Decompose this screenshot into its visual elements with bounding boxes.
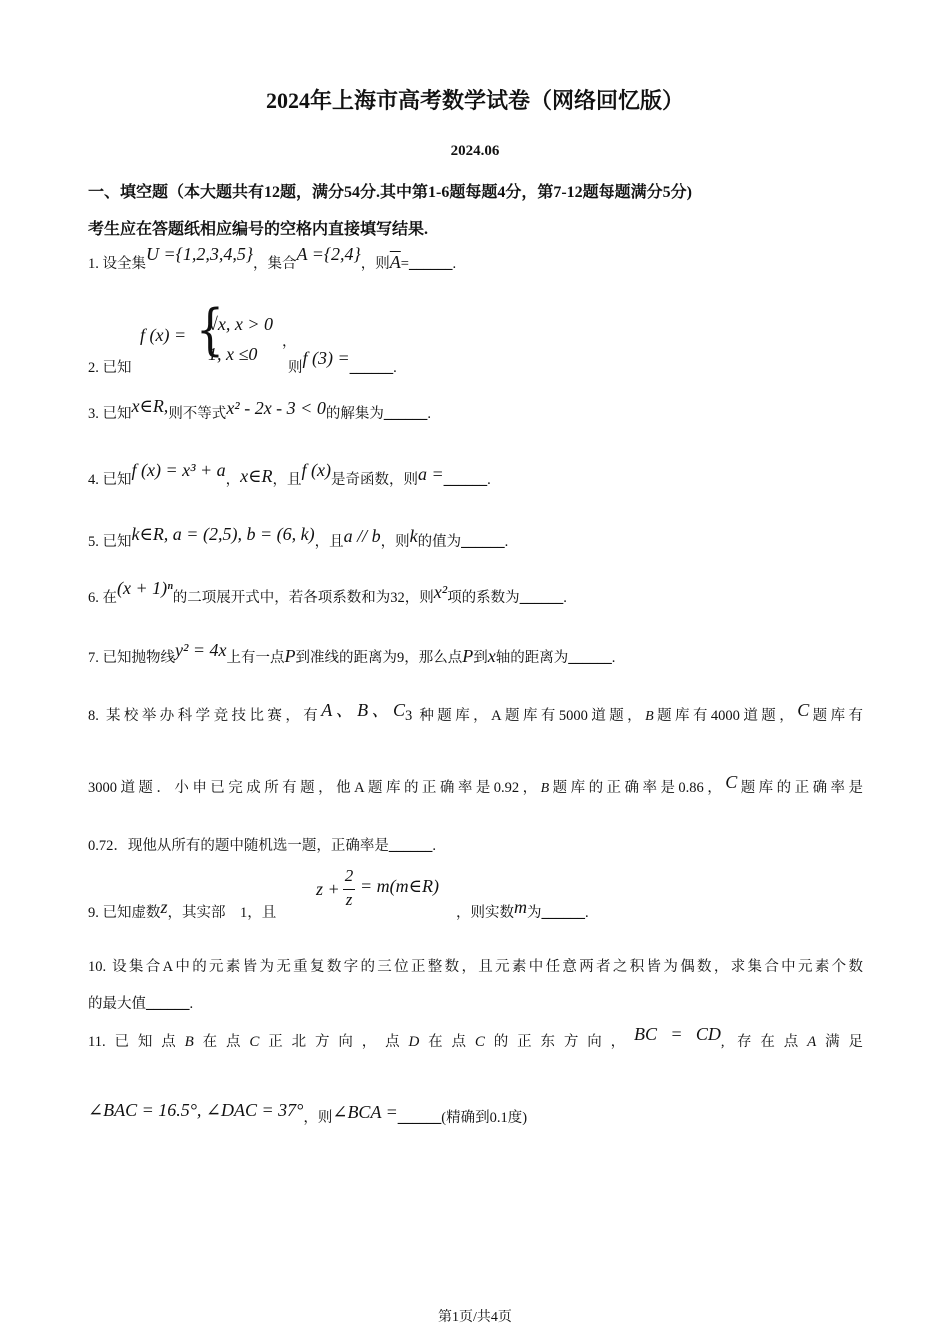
case-1: √x, x > 0 — [208, 314, 274, 334]
page-footer: 第1页/共4页 — [438, 1310, 512, 1325]
question-9-tail: ，则实数m为______. — [456, 897, 589, 921]
question-1: 1. 设全集U ={1,2,3,4,5}，集合A ={2,4}，则$\overline{A}=\_\_\_\_\_\_$. — [88, 244, 457, 272]
question-6: 6. 在(x + 1)ⁿ的二项展开式中，若各项系数和为32，则x²项的系数为______. — [88, 578, 567, 606]
equation-right: = m(m∈R) — [360, 876, 439, 896]
page-title: 2024年上海市高考数学试卷（网络回忆版） — [265, 88, 684, 113]
question-7: 7. 已知抛物线y² = 4x上有一点P到准线的距离为9，那么点P到x轴的距离为______. — [88, 640, 616, 666]
section-heading: 一、填空题（本大题共有12题，满分54分.其中第1-6题每题4分，第7-12题每题满分5分) — [88, 184, 692, 201]
fraction-denominator: z — [345, 890, 353, 909]
exam-date: 2024.06 — [450, 143, 500, 159]
case-2: 1, x ≤0 — [208, 344, 258, 364]
piecewise-brace: { — [196, 298, 224, 363]
answer-blank: ______ — [408, 256, 453, 272]
question-5: 5. 已知k∈R, a = (2,5), b = (6, k)，且a // b，则k的值为______. — [88, 524, 509, 550]
question-8-line-3: 0.72．现他从所有的题中随机选一题，正确率是______. — [88, 838, 436, 854]
question-11-line-2: ∠BAC = 16.5°, ∠DAC = 37°，则∠BCA =______(精确到0.1度) — [88, 1100, 528, 1126]
question-10-line-1: 10. 设集合A中的元素皆为无重复数字的三位正整数，且元素中任意两者之积皆为偶数，求集合中元素个数 — [88, 959, 863, 975]
section-instruction: 考生应在答题纸相应编号的空格内直接填写结果. — [88, 221, 429, 238]
question-2-tail: 则f (3) =______. — [288, 348, 397, 376]
fraction-numerator: 2 — [344, 866, 354, 885]
equation-left: z + — [316, 879, 340, 899]
question-8-line-1: 8. 某校举办科学竞技比赛，有A、B、C3 种题库，A题库有5000道题，B题库有4000道题，C题库有 — [88, 700, 864, 724]
complement-a: $\overline{A}$ — [389, 252, 401, 272]
question-2-label: 2. 已知 — [88, 360, 132, 376]
question-4: 4. 已知f (x) = x³ + a，x∈R，且f (x)是奇函数，则a =______. — [88, 460, 491, 488]
question-8-line-2: 3000道题．小申已完成所有题，他A题库的正确率是0.92，B题库的正确率是0.86，C题库的正确率是 — [88, 772, 864, 796]
set-u: U ={1,2,3,4,5} — [146, 244, 254, 264]
question-3: 3. 已知x∈R,则不等式x² - 2x - 3 < 0的解集为______. — [88, 396, 431, 422]
question-10-line-2: 的最大值______. — [88, 996, 194, 1012]
question-11-line-1: 11.已知点B在点C正北方向，点D在点C的正东方向，BC = CD, 存在点A满足 — [88, 1024, 864, 1050]
function-def: f (x) = — [140, 325, 187, 345]
question-9-text: 9. 已知虚数z，其实部 1，且 — [88, 897, 277, 921]
set-a: A ={2,4} — [296, 244, 361, 264]
